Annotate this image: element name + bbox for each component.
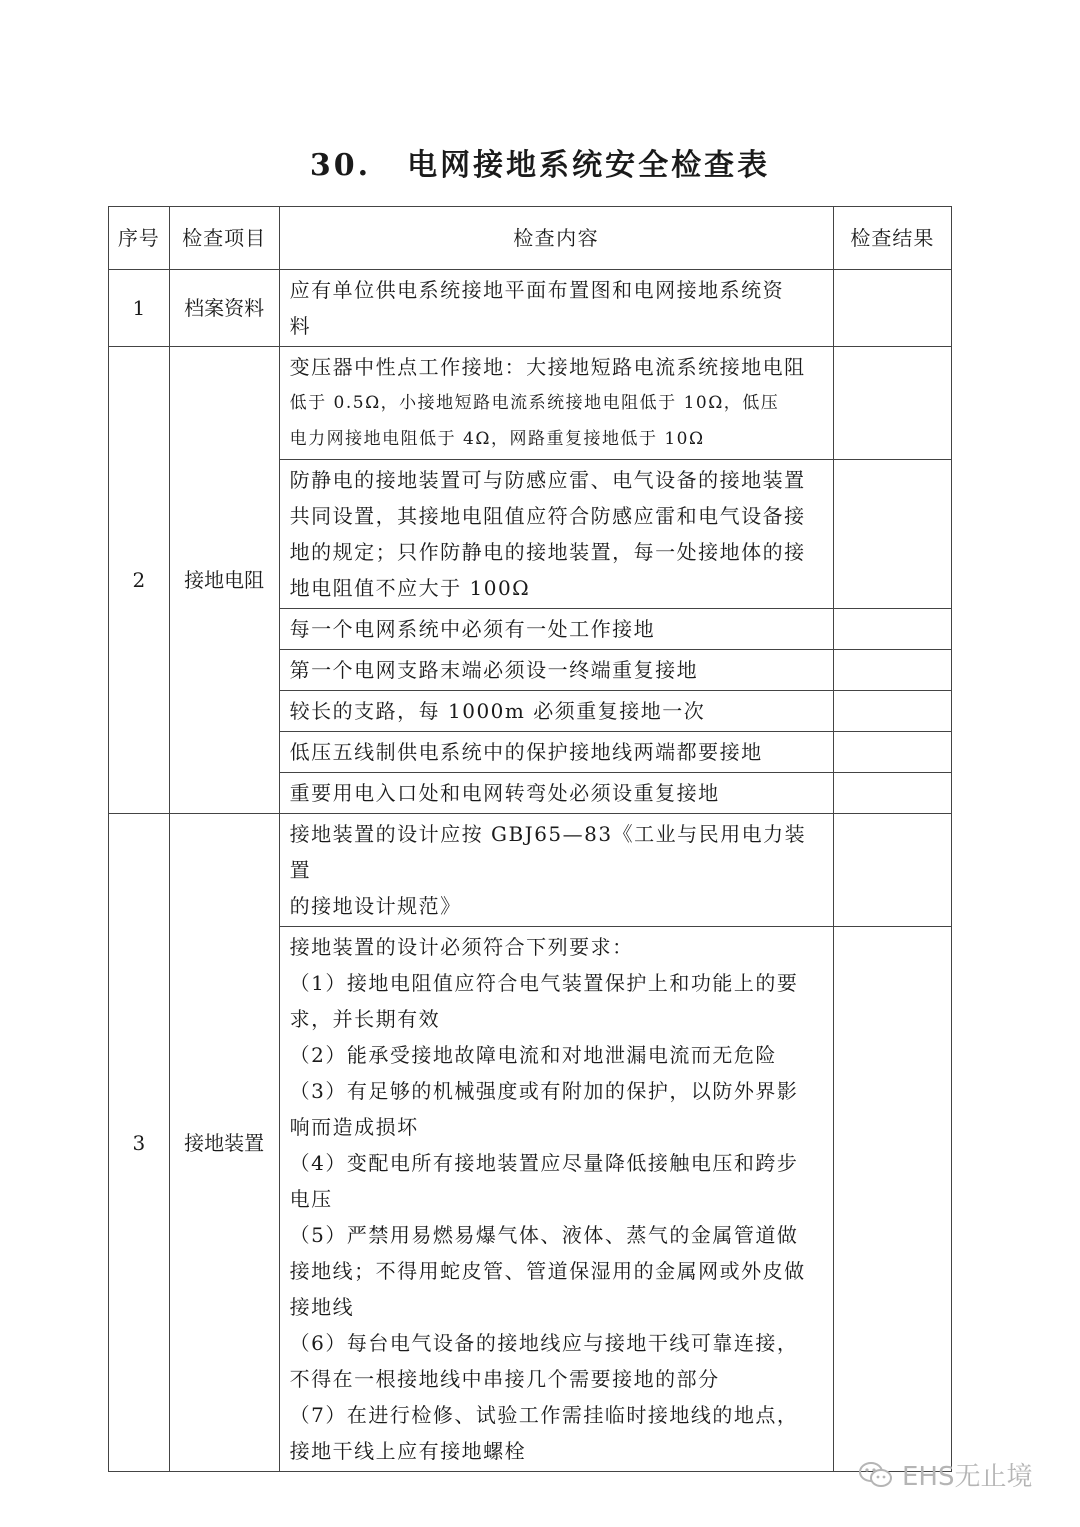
result-cell[interactable] [833,927,951,1472]
row-content: 重要用电入口处和电网转弯处必须设重复接地 [279,773,833,814]
content-line: 防静电的接地装置可与防感应雷、电气设备的接地装置 [289,468,806,492]
result-cell[interactable] [833,650,951,691]
content-line: 电压 [289,1187,333,1211]
title-number: 30. [309,148,372,183]
header-result: 检查结果 [833,207,951,270]
row-item: 档案资料 [169,270,279,347]
row-content: 第一个电网支路末端必须设一终端重复接地 [279,650,833,691]
content-line: 响而造成损坏 [289,1115,419,1139]
row-content [279,814,833,927]
content-line: 变压器中性点工作接地：大接地短路电流系统接地电阻 [289,355,806,379]
content-line: 电力网接地电阻低于 4Ω，网路重复接地低于 10Ω [289,429,705,449]
row-content [279,460,833,609]
row-content [279,347,833,460]
content-line: 接地干线上应有接地螺栓 [289,1439,527,1463]
table-row [109,814,952,927]
content-line: （6）每台电气设备的接地线应与接地干线可靠连接， [289,1331,799,1355]
result-cell[interactable] [833,814,951,927]
content-line: （4）变配电所有接地装置应尽量降低接触电压和跨步 [289,1151,799,1175]
header-no: 序号 [109,207,170,270]
row-item: 接地电阻 [169,347,279,814]
content-line: 共同设置，其接地电阻值应符合防感应雷和电气设备接 [289,504,806,528]
title-text: 电网接地系统安全检查表 [407,148,771,183]
content-line: 求，并长期有效 [289,1007,441,1031]
row-content: 每一个电网系统中必须有一处工作接地 [279,609,833,650]
content-line: 接地装置的设计应按 GBJ65—83《工业与民用电力装置 [289,822,807,882]
row-no: 1 [109,270,170,347]
content-line: （7）在进行检修、试验工作需挂临时接地线的地点， [289,1403,799,1427]
inspection-table [108,206,952,1472]
content-line: 应有单位供电系统接地平面布置图和电网接地系统资 [289,278,785,302]
table-header-row [109,207,952,270]
content-line: 不得在一根接地线中串接几个需要接地的部分 [289,1367,720,1391]
row-content [279,270,833,347]
content-line: 地的规定；只作防静电的接地装置，每一处接地体的接 [289,540,806,564]
content-line: 接地装置的设计必须符合下列要求： [289,935,634,959]
header-content: 检查内容 [279,207,833,270]
row-no: 3 [109,814,170,1472]
result-cell[interactable] [833,691,951,732]
content-line: （5）严禁用易燃易爆气体、液体、蒸气的金属管道做 [289,1223,799,1247]
content-line: 地电阻值不应大于 100Ω [289,576,531,600]
row-item: 接地装置 [169,814,279,1472]
result-cell[interactable] [833,460,951,609]
content-line: 的接地设计规范》 [289,894,462,918]
watermark [858,1456,1032,1493]
row-content [279,927,833,1472]
content-line: 接地线 [289,1295,355,1319]
row-content: 低压五线制供电系统中的保护接地线两端都要接地 [279,732,833,773]
content-line: 料 [289,314,312,338]
content-line: （3）有足够的机械强度或有附加的保护，以防外界影 [289,1079,799,1103]
page-title [0,140,1080,184]
content-line: （2）能承受接地故障电流和对地泄漏电流而无危险 [289,1043,777,1067]
wechat-icon [858,1460,894,1490]
table-row [109,347,952,460]
row-no: 2 [109,347,170,814]
content-line: 接地线；不得用蛇皮管、管道保湿用的金属网或外皮做 [289,1259,806,1283]
result-cell[interactable] [833,347,951,460]
result-cell[interactable] [833,773,951,814]
result-cell[interactable] [833,732,951,773]
table-row [109,270,952,347]
result-cell[interactable] [833,270,951,347]
content-line: 低于 0.5Ω，小接地短路电流系统接地电阻低于 10Ω，低压 [289,393,780,413]
row-content: 较长的支路，每 1000m 必须重复接地一次 [279,691,833,732]
result-cell[interactable] [833,609,951,650]
content-line: （1）接地电阻值应符合电气装置保护上和功能上的要 [289,971,799,995]
watermark-text: EHS无止境 [902,1462,1033,1492]
header-item: 检查项目 [169,207,279,270]
